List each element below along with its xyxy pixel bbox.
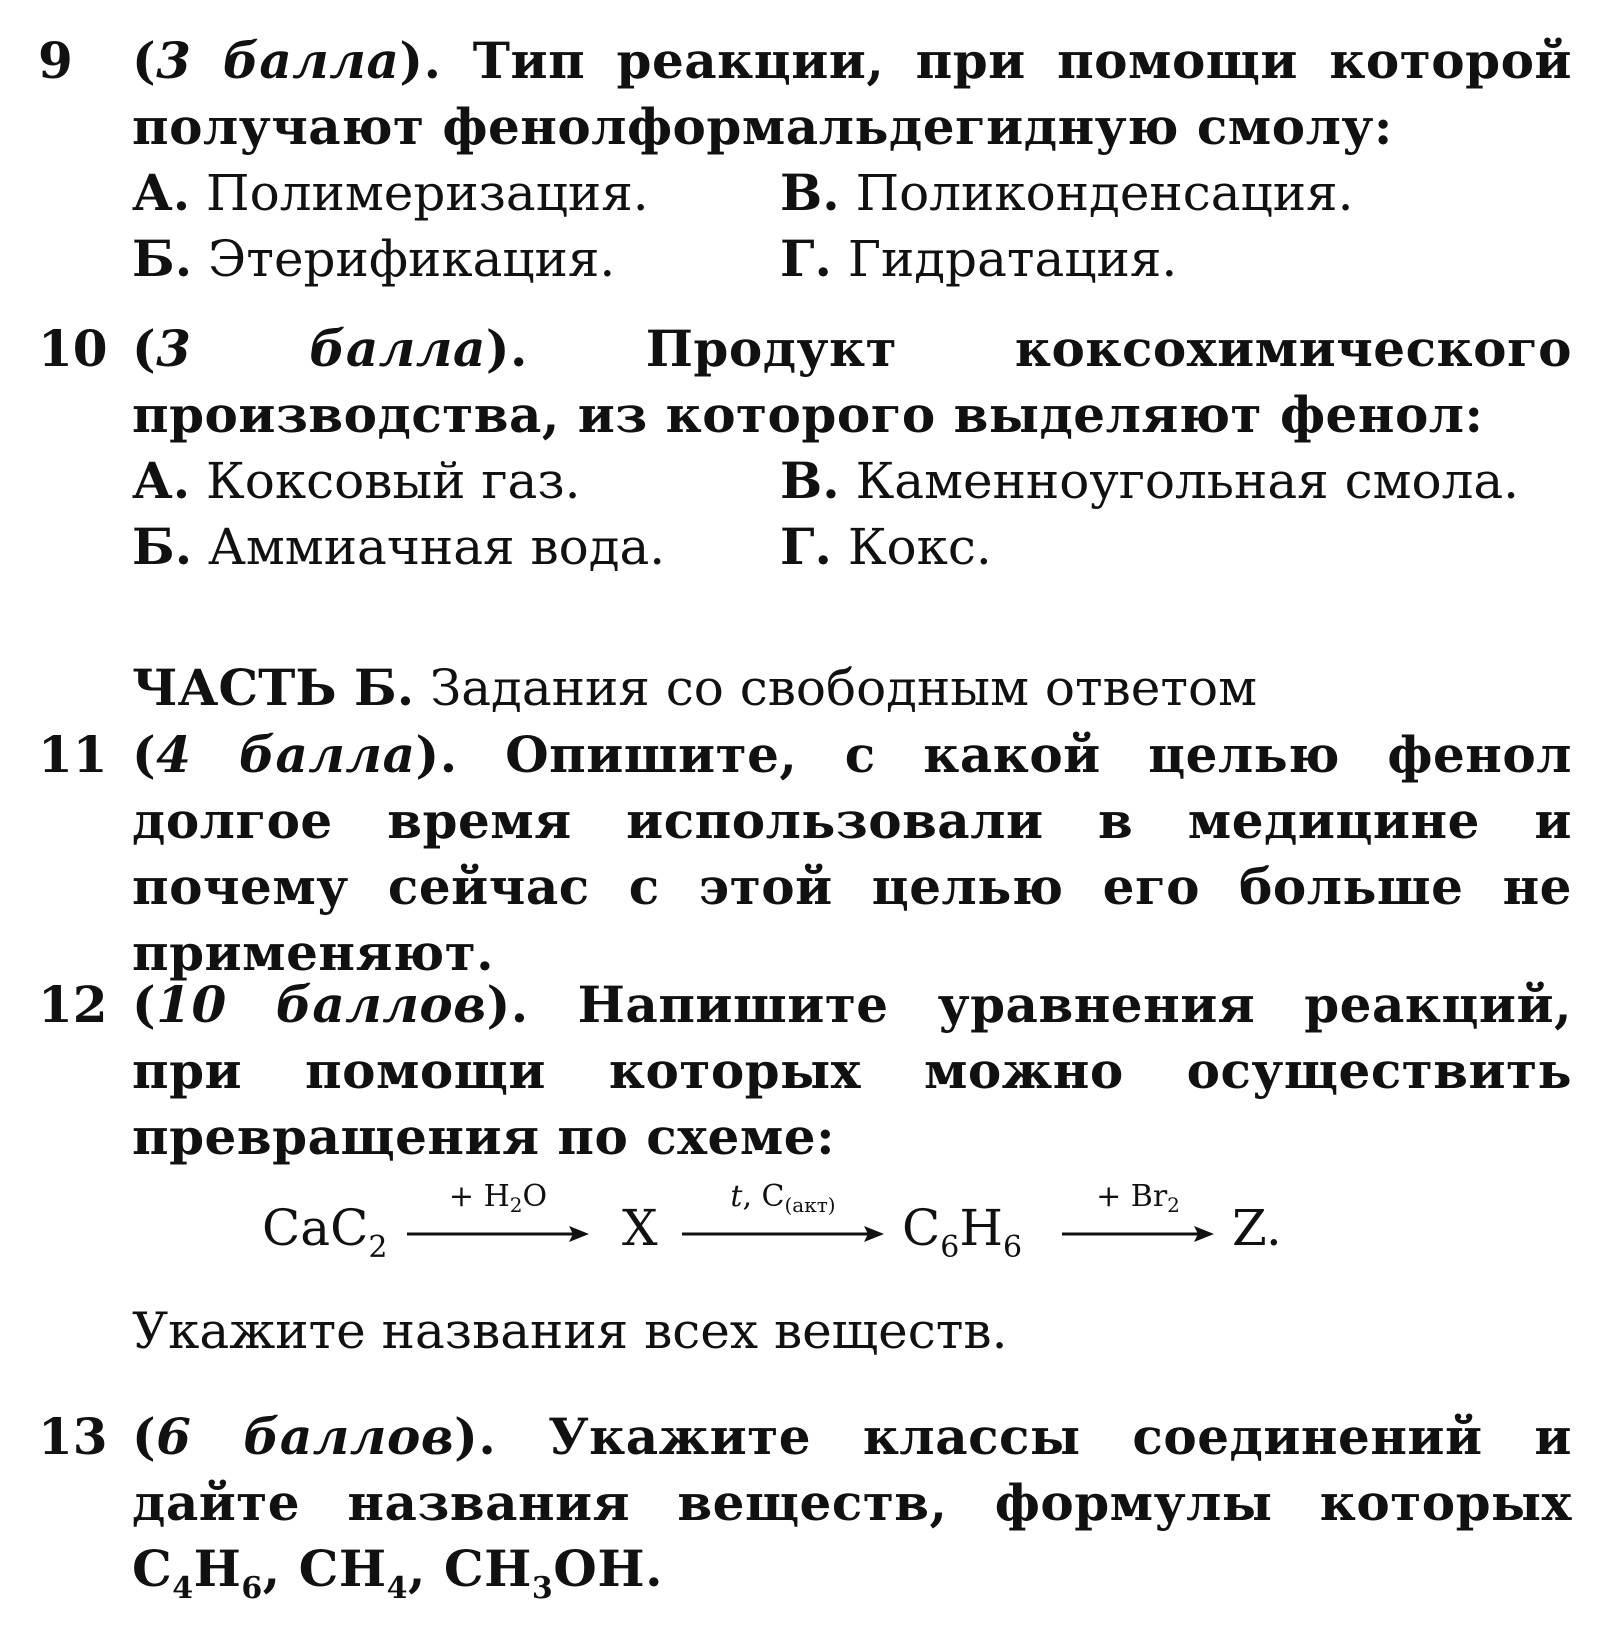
label-subscript: (акт) (784, 1193, 836, 1217)
formula-ch3oh (443, 1539, 663, 1606)
formula-text: OH. (553, 1539, 663, 1598)
scheme-note: Укажите названия всех веществ. (132, 1302, 1008, 1360)
separator: , (408, 1539, 444, 1598)
options-row (132, 514, 1572, 580)
option-text: Поликонденсация. (855, 164, 1354, 222)
question-number: 12 (38, 975, 108, 1034)
question-number: 13 (38, 1407, 108, 1466)
reaction-arrow-2 (682, 1180, 884, 1270)
formula-c4h6 (132, 1539, 263, 1606)
section-heading (132, 655, 1257, 721)
points: 6 баллов (156, 1407, 455, 1466)
formula-subscript: 2 (368, 1230, 388, 1265)
formula-text: CaC (262, 1199, 369, 1257)
label-subscript: 2 (509, 1193, 523, 1217)
option-text: Коксовый газ. (206, 452, 581, 510)
option-text: Аммиачная вода. (208, 518, 666, 576)
section-title: Задания со свободным ответом (414, 659, 1258, 717)
formula-text: CH (443, 1539, 532, 1598)
substance-z: Z. (1232, 1199, 1282, 1257)
formula-text: H (959, 1199, 1003, 1257)
question-number: 9 (38, 31, 73, 90)
arrow-label (1062, 1179, 1214, 1217)
option-letter: Б. (132, 229, 193, 288)
option-letter: В. (780, 451, 840, 510)
label-text: + Br (1096, 1179, 1168, 1214)
options-row (132, 160, 1572, 226)
arrow-label (682, 1179, 884, 1217)
label-text: O (522, 1179, 548, 1214)
option-v (780, 160, 1353, 226)
points: 4 балла (156, 725, 416, 784)
option-letter: Г. (780, 229, 832, 288)
option-g (780, 226, 1177, 292)
substance-x: X (622, 1199, 658, 1257)
arrow-icon (682, 1214, 884, 1254)
question-text: (4 балла). Опишите, с какой целью фенол долгое время использовали в медицине и почему сейчас с этой целью его больше не применяют. (132, 725, 1572, 982)
arrow-icon (407, 1214, 589, 1254)
substance-c6h6 (902, 1198, 1023, 1265)
formula-text: H (193, 1539, 242, 1598)
question-number: 11 (38, 725, 108, 784)
options-row (132, 226, 1572, 292)
option-text: Гидратация. (847, 230, 1178, 288)
question-text: (6 баллов). Укажите классы соединений и дайте названия веществ, формулы которых $C_4H_6$, $CH_4$, $CH_3OH$. (132, 1407, 1572, 1606)
label-subscript: 2 (1167, 1193, 1180, 1217)
points: 10 баллов (156, 975, 487, 1034)
label-text: , C (742, 1179, 785, 1214)
option-b (132, 226, 615, 292)
formula-ch4 (298, 1539, 409, 1606)
question-prompt: . Укажите классы соединений и дайте названия веществ, формулы которых (132, 1407, 1572, 1532)
question-text: (3 балла). Продукт коксохимического производства, из которого выделяют фенол: (132, 319, 1572, 444)
question-prompt: . Тип реакции, при помощи которой получают фенолформальдегидную смолу: (132, 31, 1573, 156)
arrow-icon (1062, 1214, 1214, 1254)
option-a (132, 160, 649, 226)
formula-text: CH (298, 1539, 387, 1598)
question-text: (10 баллов). Напишите уравнения реакций, при помощи которых можно осуществить превращения по схеме: (132, 975, 1572, 1166)
option-text: Этерификация. (208, 230, 616, 288)
answer-options (132, 160, 1572, 292)
reaction-scheme (262, 1180, 1362, 1270)
formula-subscript: 6 (940, 1230, 960, 1265)
option-b (132, 514, 665, 580)
formula-subscript: 4 (172, 1571, 194, 1606)
question-prompt: . Продукт коксохимического производства, из которого выделяют фенол: (132, 319, 1572, 444)
question-text: (3 балла). Тип реакции, при помощи которой получают фенолформальдегидную смолу: (132, 31, 1573, 156)
formula-text: C (902, 1199, 941, 1257)
answer-options (132, 448, 1572, 580)
formula-subscript: 4 (386, 1571, 409, 1606)
arrow-label (407, 1179, 589, 1217)
option-text: Полимеризация. (206, 164, 649, 222)
label-temperature: t (730, 1179, 743, 1214)
reaction-arrow-3 (1062, 1180, 1214, 1270)
formula-subscript: 6 (241, 1571, 263, 1606)
options-row (132, 448, 1572, 514)
section-label: ЧАСТЬ Б. (132, 658, 415, 717)
formula-subscript: 3 (531, 1571, 554, 1606)
reaction-arrow-1 (407, 1180, 589, 1270)
points: 3 балла (156, 319, 486, 378)
option-letter: В. (780, 163, 840, 222)
option-v (780, 448, 1519, 514)
option-g (780, 514, 992, 580)
question-prompt: . Опишите, с какой целью фенол долгое время использовали в медицине и почему сейчас с этой целью его больше не применяют. (132, 725, 1572, 982)
formula-subscript: 6 (1002, 1230, 1023, 1265)
label-text: + H (448, 1179, 510, 1214)
option-text: Кокс. (847, 518, 992, 576)
option-letter: Б. (132, 517, 193, 576)
formula-text: C (132, 1539, 173, 1598)
substance-cac2 (262, 1198, 388, 1265)
separator: , (262, 1539, 299, 1598)
option-letter: Г. (780, 517, 832, 576)
question-number: 10 (38, 319, 108, 378)
option-a (132, 448, 581, 514)
question-prompt: . Напишите уравнения реакций, при помощи которых можно осуществить превращения по схеме: (132, 975, 1572, 1166)
points: 3 балла (156, 31, 400, 90)
option-letter: А. (132, 451, 191, 510)
option-letter: А. (132, 163, 191, 222)
option-text: Каменноугольная смола. (855, 452, 1520, 510)
